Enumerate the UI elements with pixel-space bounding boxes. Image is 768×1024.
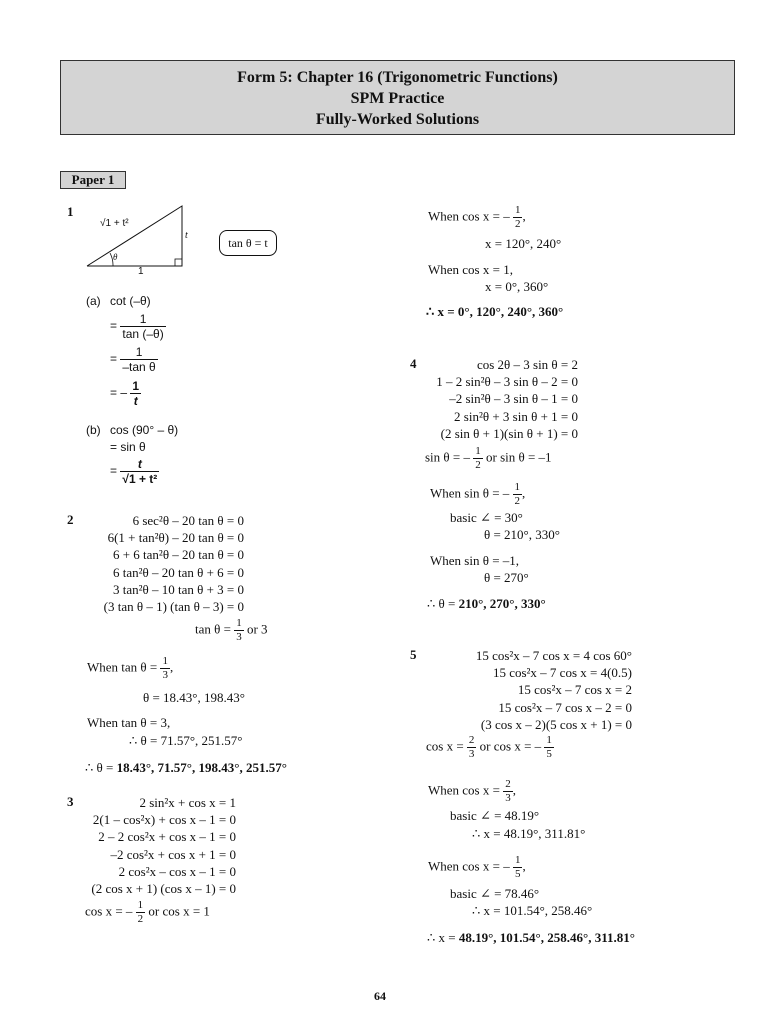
equals-sign: = xyxy=(110,351,118,366)
working-line: 6(1 + tan²θ) – 20 tan θ = 0 xyxy=(107,530,244,546)
fraction-numerator: 1 xyxy=(475,445,481,457)
solution-line xyxy=(426,735,554,760)
working-line: –2 sin²θ – 3 sin θ – 1 = 0 xyxy=(449,391,578,407)
final-answer-values: 48.19°, 101.54°, 258.46°, 311.81° xyxy=(458,930,635,945)
solution-text: or cos x = – xyxy=(479,738,542,754)
case-result: ∴ θ = 71.57°, 251.57° xyxy=(129,733,243,748)
case-text: When cos x = – xyxy=(428,858,510,874)
fraction-denominator: 3 xyxy=(236,631,242,643)
opposite-label: t xyxy=(185,230,188,241)
header-subtitle-2: Fully-Worked Solutions xyxy=(315,111,480,128)
equals-sign: = xyxy=(110,318,118,333)
final-answer-values: 18.43°, 71.57°, 198.43°, 251.57° xyxy=(116,760,287,775)
case-line xyxy=(428,205,526,230)
basic-angle: basic ∠ = 30° xyxy=(450,510,523,525)
fraction-denominator: 3 xyxy=(468,748,475,760)
working-line: 15 cos²x – 7 cos x = 4(0.5) xyxy=(492,665,632,681)
part-a-step-2 xyxy=(110,346,158,373)
header-subtitle: SPM Practice xyxy=(350,90,445,107)
fraction-denominator: 3 xyxy=(505,792,511,804)
case-line: When cos x = 1, xyxy=(428,262,513,277)
equals-sign: = xyxy=(110,463,118,478)
final-answer xyxy=(427,930,635,946)
working-line: 15 cos²x – 7 cos x – 2 = 0 xyxy=(498,699,632,715)
case-text: , xyxy=(522,485,526,501)
basic-angle: basic ∠ = 48.19° xyxy=(450,808,540,823)
case-text: When tan θ = xyxy=(87,659,158,675)
fraction-denominator: 5 xyxy=(514,868,521,880)
fraction-denominator: 2 xyxy=(475,459,481,471)
working-block xyxy=(412,647,632,733)
working-line: 2(1 – cos²x) + cos x – 1 = 0 xyxy=(92,812,236,828)
question-number: 1 xyxy=(67,204,74,219)
final-answer-values: 210°, 270°, 330° xyxy=(458,596,546,611)
solution-text: cos x = – xyxy=(85,903,133,919)
fraction-numerator: 1 xyxy=(132,379,140,393)
header-title: Form 5: Chapter 16 (Trigonometric Functions) xyxy=(237,69,558,86)
case-line: When sin θ = –1, xyxy=(430,553,520,568)
fraction-denominator: 2 xyxy=(137,913,144,925)
solution-text: or sin θ = –1 xyxy=(485,449,552,465)
fraction-numerator: 2 xyxy=(505,778,511,790)
working-line: 6 tan²θ – 20 tan θ + 6 = 0 xyxy=(112,564,244,580)
case-line xyxy=(430,482,525,507)
working-line: 2 – 2 cos²x + cos x – 1 = 0 xyxy=(98,829,236,845)
case-result: x = 0°, 360° xyxy=(485,279,549,294)
part-a-label: (a) xyxy=(86,294,101,308)
fraction-numerator: 2 xyxy=(468,734,475,746)
final-answer-prefix: ∴ θ = xyxy=(85,760,114,775)
final-answer-prefix: ∴ θ = xyxy=(427,596,456,611)
case-result: θ = 18.43°, 198.43° xyxy=(143,690,245,705)
working-line: 15 cos²x – 7 cos x = 2 xyxy=(517,682,632,698)
case-text: When cos x = xyxy=(428,782,500,798)
case-result: θ = 210°, 330° xyxy=(484,527,560,542)
page-number: 64 xyxy=(374,989,386,1003)
fraction-numerator: 1 xyxy=(120,346,157,360)
working-line: 6 sec²θ – 20 tan θ = 0 xyxy=(132,513,244,528)
fraction-numerator: 1 xyxy=(514,854,521,866)
case-text: , xyxy=(522,208,526,224)
fraction-numerator: 1 xyxy=(514,204,521,216)
part-b-step-1: = sin θ xyxy=(110,440,146,454)
fraction-denominator: 2 xyxy=(514,218,521,230)
working-line: 1 – 2 sin²θ – 3 sin θ – 2 = 0 xyxy=(436,374,578,390)
fraction-numerator: 1 xyxy=(120,313,165,327)
case-text: , xyxy=(522,858,526,874)
working-line: (3 tan θ – 1) (tan θ – 3) = 0 xyxy=(103,599,244,615)
case-result: x = 120°, 240° xyxy=(485,236,562,251)
solution-line xyxy=(85,900,210,925)
fraction-denominator: 2 xyxy=(514,495,521,507)
part-b-label: (b) xyxy=(86,423,101,437)
working-line: 2 sin²θ + 3 sin θ + 1 = 0 xyxy=(454,408,578,424)
solution-text: sin θ = – xyxy=(425,449,470,465)
question-number: 3 xyxy=(67,794,74,809)
fraction-numerator: 1 xyxy=(514,481,521,493)
final-answer-prefix: ∴ x = xyxy=(427,930,456,945)
working-line: 6 + 6 tan²θ – 20 tan θ = 0 xyxy=(112,547,244,563)
case-line xyxy=(428,855,526,880)
part-a-expression: cot (–θ) xyxy=(110,294,151,308)
working-line: cos 2θ – 3 sin θ = 2 xyxy=(476,357,578,372)
case-line: When tan θ = 3, xyxy=(87,715,171,730)
part-b-expression: cos (90° – θ) xyxy=(110,423,179,437)
question-number: 4 xyxy=(410,356,417,371)
solution-line xyxy=(195,618,268,643)
fraction-denominator: 5 xyxy=(546,748,552,760)
adjacent-label: 1 xyxy=(138,266,144,277)
working-line: (3 cos x – 2)(5 cos x + 1) = 0 xyxy=(480,716,632,732)
fraction-denominator: –tan θ xyxy=(122,360,156,374)
working-line: –2 cos²x + cos x + 1 = 0 xyxy=(110,846,236,862)
case-result: ∴ x = 101.54°, 258.46° xyxy=(472,903,593,918)
case-text: When cos x = – xyxy=(428,208,510,224)
final-answer xyxy=(85,760,287,776)
part-a-step-1 xyxy=(110,313,166,340)
working-block xyxy=(412,356,578,442)
working-line: 2 sin²x + cos x = 1 xyxy=(139,795,236,810)
working-block xyxy=(70,794,236,897)
working-line: 2 cos²x – cos x – 1 = 0 xyxy=(118,863,236,879)
solution-text: tan θ = xyxy=(195,621,231,637)
working-block xyxy=(70,512,244,615)
working-line: 15 cos²x – 7 cos x = 4 cos 60° xyxy=(475,648,632,663)
case-result: θ = 270° xyxy=(484,570,529,585)
part-a-step-3 xyxy=(110,380,141,407)
solution-text: cos x = xyxy=(426,738,464,754)
solution-line xyxy=(425,446,552,471)
fraction-denominator: tan (–θ) xyxy=(122,327,164,341)
case-text: When sin θ = – xyxy=(430,485,510,501)
fraction-numerator: 1 xyxy=(137,899,144,911)
fraction-numerator: t xyxy=(120,458,159,472)
case-result: ∴ x = 48.19°, 311.81° xyxy=(472,826,586,841)
case-text: , xyxy=(169,659,174,675)
part-b-step-2 xyxy=(110,458,159,485)
question-number: 5 xyxy=(410,647,417,662)
fraction-numerator: 1 xyxy=(546,734,552,746)
fraction-denominator: √1 + t² xyxy=(122,472,158,486)
hypotenuse-label: √1 + t² xyxy=(100,218,129,229)
case-line xyxy=(428,779,516,804)
solution-text: or cos x = 1 xyxy=(148,903,210,919)
case-text: , xyxy=(512,782,516,798)
angle-label: θ xyxy=(113,252,118,262)
question-number: 2 xyxy=(67,512,74,527)
fraction-numerator: 1 xyxy=(236,617,242,629)
equals-sign: = – xyxy=(110,385,128,400)
final-answer: ∴ x = 0°, 120°, 240°, 360° xyxy=(426,304,564,319)
working-line: (2 cos x + 1) (cos x – 1) = 0 xyxy=(91,881,236,897)
page-header xyxy=(60,60,735,135)
working-line: 3 tan²θ – 10 tan θ + 3 = 0 xyxy=(112,581,244,597)
fraction-denominator: 3 xyxy=(162,669,168,681)
given-box: tan θ = t xyxy=(219,230,277,256)
fraction-denominator: t xyxy=(133,394,138,408)
basic-angle: basic ∠ = 78.46° xyxy=(450,886,540,901)
final-answer xyxy=(427,596,546,612)
fraction-numerator: 1 xyxy=(162,655,168,667)
paper-tag: Paper 1 xyxy=(60,171,126,189)
solution-text: or 3 xyxy=(246,621,268,637)
case-line xyxy=(87,656,173,681)
working-line: (2 sin θ + 1)(sin θ + 1) = 0 xyxy=(440,425,578,441)
